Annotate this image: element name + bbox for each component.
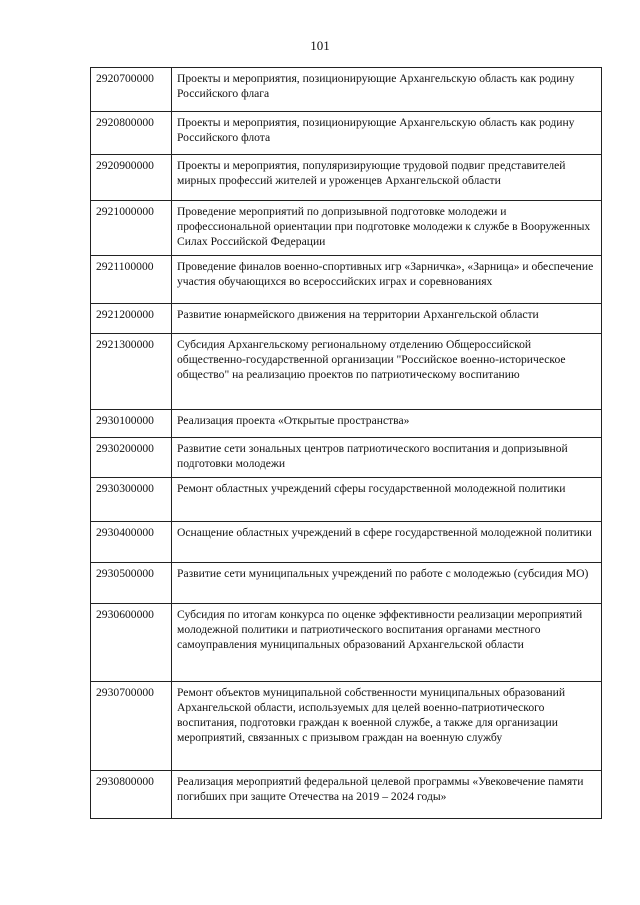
code-cell: 2930800000 (91, 771, 172, 819)
description-cell: Субсидия по итогам конкурса по оценке эффективности реализации мероприятий молодежной политики и патриотического воспитания органами местного самоуправления муниципальных образований Архангельской области (172, 604, 602, 682)
description-cell: Проекты и мероприятия, позиционирующие Архангельскую область как родину Российского флота (172, 112, 602, 155)
code-cell: 2930300000 (91, 478, 172, 522)
code-cell: 2920800000 (91, 112, 172, 155)
description-cell: Реализация мероприятий федеральной целевой программы «Увековечение памяти погибших при защите Отечества на 2019 – 2024 годы» (172, 771, 602, 819)
code-cell: 2921100000 (91, 256, 172, 304)
table-row (91, 682, 602, 771)
code-cell: 2930400000 (91, 522, 172, 563)
table-row (91, 112, 602, 155)
table-row (91, 256, 602, 304)
code-cell: 2920900000 (91, 155, 172, 201)
description-cell: Ремонт областных учреждений сферы государственной молодежной политики (172, 478, 602, 522)
description-cell: Развитие юнармейского движения на территории Архангельской области (172, 304, 602, 334)
code-cell: 2921200000 (91, 304, 172, 334)
table-row (91, 604, 602, 682)
classification-table (90, 67, 602, 819)
description-cell: Оснащение областных учреждений в сфере государственной молодежной политики (172, 522, 602, 563)
table-row (91, 563, 602, 604)
description-cell: Проведение финалов военно-спортивных игр «Зарничка», «Зарница» и обеспечение участия обучающихся во всероссийских играх и соревнованиях (172, 256, 602, 304)
code-cell: 2930500000 (91, 563, 172, 604)
table-row (91, 155, 602, 201)
description-cell: Реализация проекта «Открытые пространства» (172, 410, 602, 438)
code-cell: 2930200000 (91, 438, 172, 478)
table-row (91, 478, 602, 522)
description-cell: Ремонт объектов муниципальной собственности муниципальных образований Архангельской области, используемых для целей военно-патриотического воспитания, подготовки граждан к военной службе, а также для организации мероприятий, связанных с призывом граждан на военную службу (172, 682, 602, 771)
description-cell: Проекты и мероприятия, популяризирующие трудовой подвиг представителей мирных профессий жителей и уроженцев Архангельской области (172, 155, 602, 201)
table-row (91, 68, 602, 112)
table-row (91, 304, 602, 334)
description-cell: Проекты и мероприятия, позиционирующие Архангельскую область как родину Российского флага (172, 68, 602, 112)
table-row (91, 201, 602, 256)
description-cell: Развитие сети зональных центров патриотического воспитания и допризывной подготовки молодежи (172, 438, 602, 478)
code-cell: 2930600000 (91, 604, 172, 682)
code-cell: 2930100000 (91, 410, 172, 438)
table-row (91, 334, 602, 410)
table-row (91, 438, 602, 478)
code-cell: 2920700000 (91, 68, 172, 112)
page-number: 101 (310, 38, 330, 53)
table-row (91, 771, 602, 819)
code-cell: 2921000000 (91, 201, 172, 256)
description-cell: Проведение мероприятий по допризывной подготовке молодежи и профессиональной ориентации при подготовке молодежи к службе в Вооруженных Силах Российской Федерации (172, 201, 602, 256)
code-cell: 2930700000 (91, 682, 172, 771)
table-row (91, 522, 602, 563)
description-cell: Субсидия Архангельскому региональному отделению Общероссийской общественно-государственной организации "Российское военно-историческое общество" на реализацию проектов по патриотическому воспитанию (172, 334, 602, 410)
description-cell: Развитие сети муниципальных учреждений по работе с молодежью (субсидия МО) (172, 563, 602, 604)
table-row (91, 410, 602, 438)
code-cell: 2921300000 (91, 334, 172, 410)
